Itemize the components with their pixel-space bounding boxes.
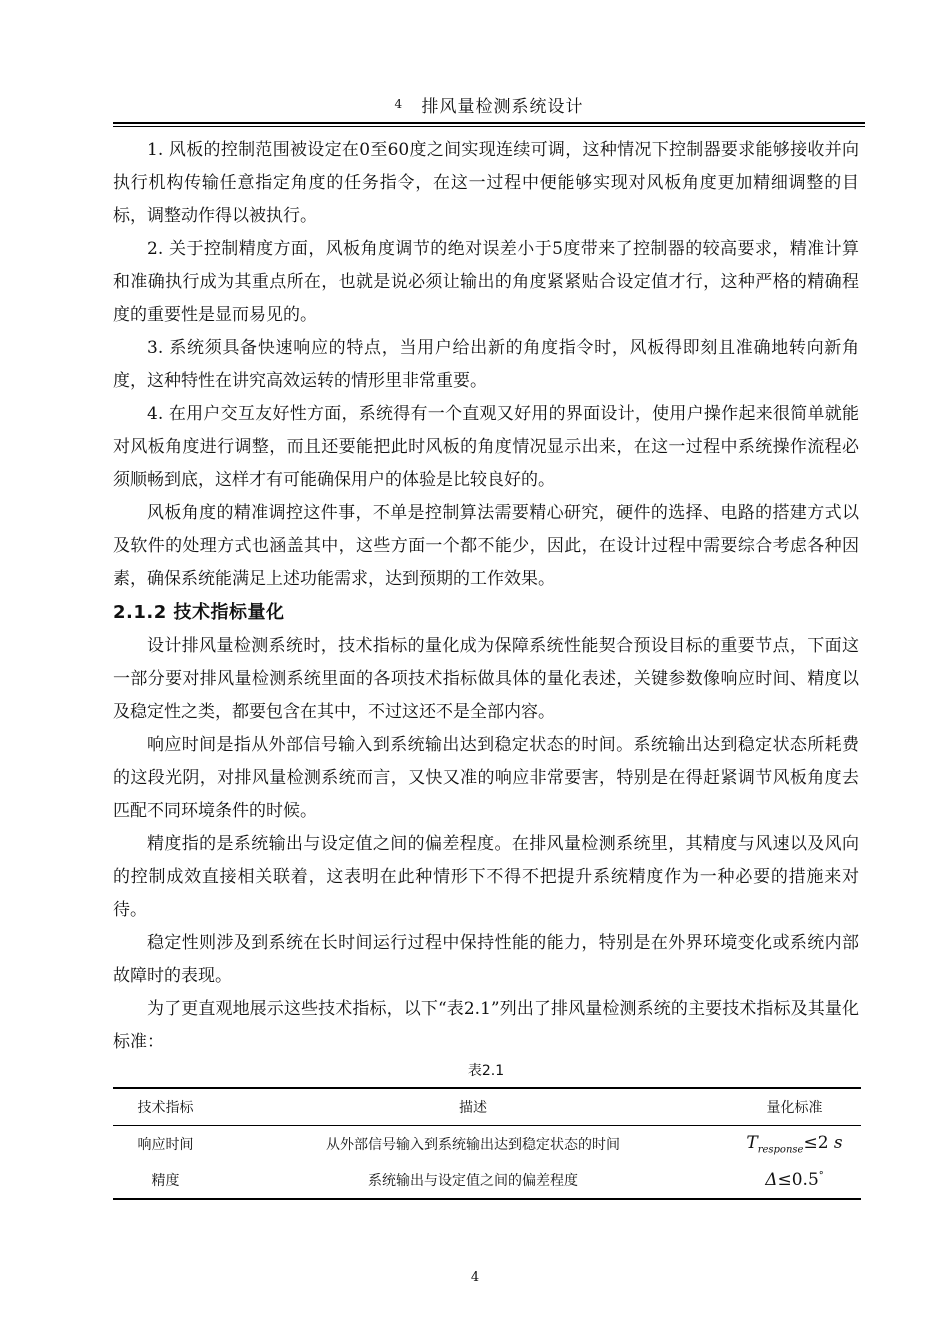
header-chapter-title: 排风量检测系统设计 bbox=[421, 97, 584, 117]
header-rule-thin bbox=[113, 126, 865, 127]
formula-response-time bbox=[746, 1132, 843, 1156]
paragraph: 1. 风板的控制范围被设定在0至60度之间实现连续可调，这种情况下控制器要求能够接收并向执行机构传输任意指定角度的任务指令，在这一过程中便能够实现对风板角度更加精细调整的目标，调整动作得以被执行。 bbox=[113, 140, 859, 226]
paragraph: 2. 关于控制精度方面，风板角度调节的绝对误差小于5度带来了控制器的较高要求，精准计算和准确执行成为其重点所在，也就是说必须让输出的角度紧紧贴合设定值才行，这种严格的精确程度的重要性是显而易见的。 bbox=[113, 239, 859, 325]
page-header bbox=[113, 92, 865, 122]
header-chapter-number: 4 bbox=[394, 97, 403, 111]
spec-table bbox=[113, 1087, 861, 1200]
paragraph: 为了更直观地展示这些技术指标，以下“表2.1”列出了排风量检测系统的主要技术指标及其量化标准： bbox=[113, 999, 859, 1052]
formula-symbol: T bbox=[746, 1132, 758, 1153]
column-header-metric: 技术指标 bbox=[137, 1100, 194, 1116]
formula-symbol: Δ bbox=[765, 1170, 778, 1190]
section-heading: 2.1.2 技术指标量化 bbox=[113, 602, 285, 623]
formula-precision bbox=[765, 1170, 824, 1190]
cell-standard bbox=[728, 1162, 861, 1199]
formula-value: 2 bbox=[817, 1132, 829, 1153]
formula-subscript: response bbox=[757, 1144, 804, 1156]
paragraph: 精度指的是系统输出与设定值之间的偏差程度。在排风量检测系统里，其精度与风速以及风向的控制成效直接相关联着，这表明在此种情形下不得不把提升系统精度作为一种必要的措施来对待。 bbox=[113, 834, 859, 920]
page-number: 4 bbox=[470, 1270, 480, 1285]
header-rule-thick bbox=[113, 122, 865, 124]
table-caption: 表2.1 bbox=[467, 1063, 505, 1079]
column-header-description: 描述 bbox=[459, 1100, 487, 1116]
cell-description: 系统输出与设定值之间的偏差程度 bbox=[368, 1173, 578, 1189]
paragraph: 4. 在用户交互友好性方面，系统得有一个直观又好用的界面设计，使用户操作起来很简单就能对风板角度进行调整，而且还要能把此时风板的角度情况显示出来，在这一过程中系统操作流程必须顺畅到底，这样才有可能确保用户的体验是比较良好的。 bbox=[113, 404, 859, 490]
body-text bbox=[113, 134, 859, 1059]
cell-standard bbox=[728, 1126, 861, 1163]
paragraph: 设计排风量检测系统时，技术指标的量化成为保障系统性能契合预设目标的重要节点，下面这一部分要对排风量检测系统里面的各项技术指标做具体的量化表述，关键参数像响应时间、精度以及稳定性之类，都要包含在其中，不过这还不是全部内容。 bbox=[113, 636, 859, 722]
table-header-row bbox=[113, 1088, 861, 1126]
formula-unit: s bbox=[833, 1132, 843, 1153]
cell-description: 从外部信号输入到系统输出达到稳定状态的时间 bbox=[326, 1137, 620, 1153]
paragraph: 响应时间是指从外部信号输入到系统输出达到稳定状态的时间。系统输出达到稳定状态所耗费的这段光阴，对排风量检测系统而言，又快又准的响应非常要害，特别是在得赶紧调节风板角度去匹配不同环境条件的时候。 bbox=[113, 735, 859, 821]
cell-metric: 精度 bbox=[151, 1173, 180, 1189]
paragraph: 3. 系统须具备快速响应的特点，当用户给出新的角度指令时，风板得即刻且准确地转向新角度，这种特性在讲究高效运转的情形里非常重要。 bbox=[113, 338, 859, 391]
paragraph: 风板角度的精准调控这件事，不单是控制算法需要精心研究，硬件的选择、电路的搭建方式以及软件的处理方式也涵盖其中，这些方面一个都不能少，因此，在设计过程中需要综合考虑各种因素，确保系统能满足上述功能需求，达到预期的工作效果。 bbox=[113, 503, 859, 589]
formula-operator: ≤ bbox=[777, 1170, 792, 1190]
formula-value: 0.5 bbox=[791, 1170, 819, 1190]
table-row bbox=[113, 1126, 861, 1163]
column-header-standard: 量化标准 bbox=[766, 1100, 823, 1116]
cell-metric: 响应时间 bbox=[137, 1137, 194, 1153]
table-row bbox=[113, 1162, 861, 1199]
formula-unit: ° bbox=[818, 1170, 824, 1182]
formula-operator: ≤ bbox=[803, 1132, 818, 1153]
paragraph: 稳定性则涉及到系统在长时间运行过程中保持性能的能力，特别是在外界环境变化或系统内部故障时的表现。 bbox=[113, 933, 859, 986]
